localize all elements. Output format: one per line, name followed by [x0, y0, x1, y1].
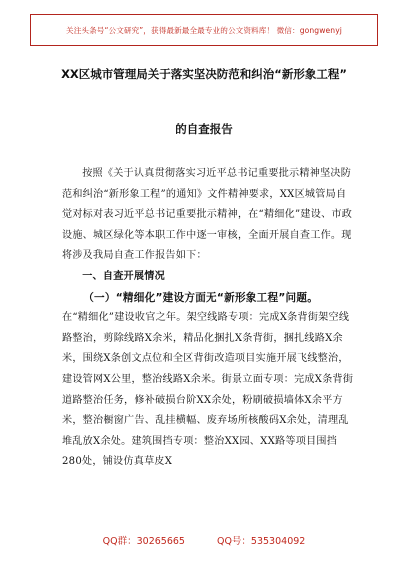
section-heading: 一、自查开展情况 [82, 270, 165, 282]
report-title-line2: 的自查报告 [175, 122, 233, 136]
intro-paragraph: 按照《关于认真贯彻落实习近平总书记重要批示精神坚决防范和纠治“新形象工程”的通知》文件精神要求，XX区城管局自觉对标对表习近平总书记重要批示精神，在“精细化”建设、市政设施、城区绿化等本职工作中逐一审核，全面开展自查工作。现将涉及我局自查工作报告如下： [62, 168, 353, 262]
body-paragraph: 在“精细化”建设收官之年。架空线路专项：完成X条背街架空线路整治，剪除线路X余米，精品化捆扎X条背街，捆扎线路X余米，围绕X条创文点位和全区背街改造项目实施开展飞线整治，建设管网X公里，整治线路X余米。街景立面专项：完成X条背街道路整治任务，修补破损台阶XX余处，粉刷破损墙体X余平方米，整治橱窗广告、乱挂横幅、废弃场所核酸码X余处，清理乱堆乱放X余处。建筑围挡专项：整治XX园、XX路等项目围挡280处，铺设仿真草皮X [62, 312, 354, 468]
qq-group-label: QQ群：30265665 [102, 536, 185, 547]
footer-contacts [0, 533, 408, 547]
subsection-heading: （一）“精细化”建设方面无“新形象工程”问题。 [83, 291, 319, 304]
header-banner: 关注头条号“公文研究”，获得最新最全最专业的公文资料库！ 微信：gongwenyj [30, 14, 378, 46]
report-title: XX区城市管理局关于落实坚决防范和纠治“新形象工程” [61, 67, 347, 81]
report-body [62, 164, 354, 473]
qq-number-label: QQ号：535304092 [216, 536, 306, 547]
